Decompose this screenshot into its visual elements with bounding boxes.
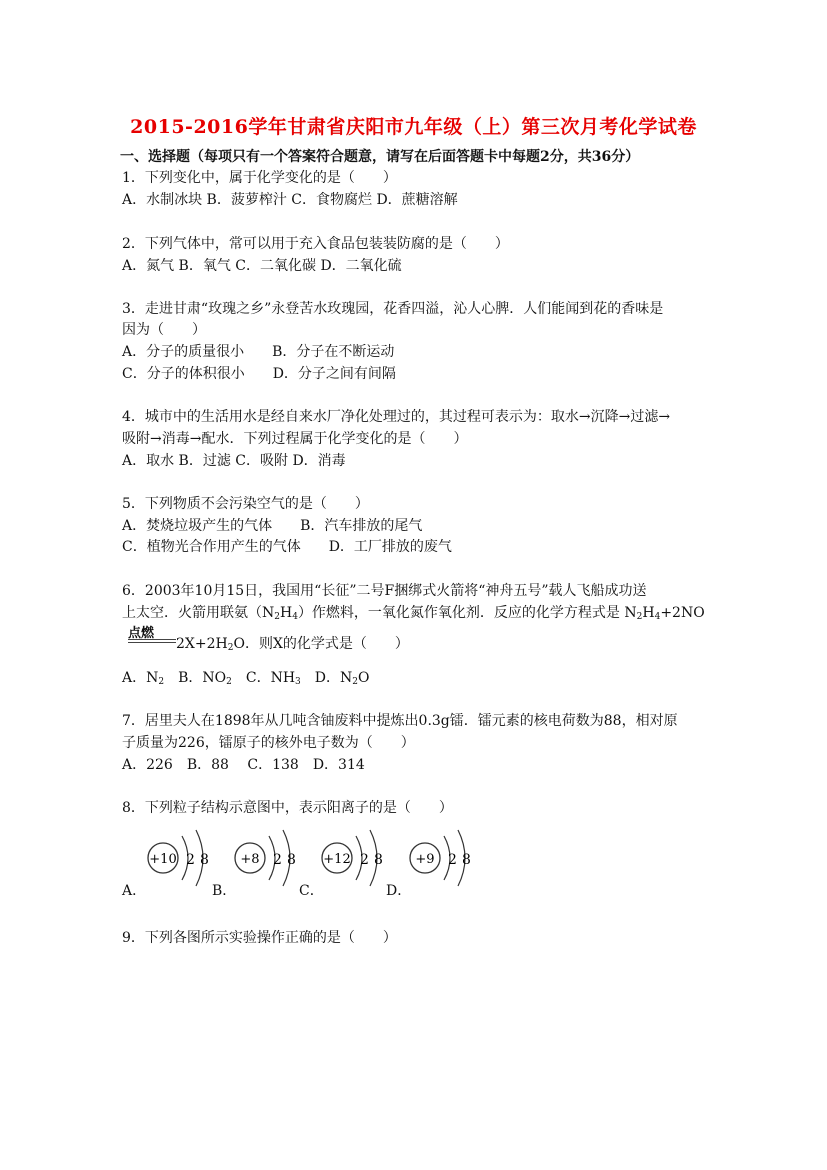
reaction-condition-label: 点燃 bbox=[128, 626, 155, 641]
page-title: 2015-2016学年甘肃省庆阳市九年级（上）第三次月考化学试卷 bbox=[130, 116, 697, 138]
shell-electrons: 2 bbox=[448, 852, 457, 868]
question-4-stem-line2: 吸附→消毒→配水．下列过程属于化学变化的是（ ） bbox=[122, 431, 468, 447]
q6-text: 上太空．火箭用联氨（N bbox=[122, 605, 275, 621]
shell-electrons: 2 bbox=[360, 852, 369, 868]
shell-electrons: 8 bbox=[287, 852, 296, 868]
nucleus-charge-b: +8 bbox=[240, 852, 260, 867]
reaction-condition bbox=[128, 622, 176, 648]
question-6-stem-line1: 6．2003年10月15日，我国用“长征”二号F捆绑式火箭将“神舟五号”载人飞船成功送 bbox=[122, 583, 647, 599]
q6-sub: 4 bbox=[654, 612, 661, 622]
option-letter-c: C． bbox=[299, 883, 324, 899]
question-1-stem: 1．下列变化中，属于化学变化的是（ ） bbox=[122, 170, 397, 186]
nucleus-charge-a: +10 bbox=[149, 852, 177, 867]
shell-electrons: 2 bbox=[186, 852, 195, 868]
q6-text: H bbox=[642, 605, 655, 621]
q6-sub: 2 bbox=[226, 677, 232, 687]
option-letter-b: B． bbox=[212, 883, 237, 899]
shell-electrons: 8 bbox=[374, 852, 383, 868]
q6-opt: C．NH bbox=[231, 670, 296, 686]
question-8-stem: 8．下列粒子结构示意图中，表示阳离子的是（ ） bbox=[122, 800, 453, 816]
question-4-stem-line1: 4．城市中的生活用水是经自来水厂净化处理过的，其过程可表示为：取水→沉降→过滤→ bbox=[122, 409, 671, 425]
nucleus-charge-d: +9 bbox=[415, 852, 435, 867]
question-3-stem-line1: 3．走进甘肃“玫瑰之乡”永登苦水玫瑰园，花香四溢，沁人心脾．人们能闻到花的香味是 bbox=[122, 301, 664, 317]
q6-sub: 2 bbox=[158, 677, 165, 687]
option-letter-d: D． bbox=[386, 883, 412, 899]
q6-opt: O bbox=[357, 670, 370, 686]
atom-diagram-b bbox=[233, 822, 309, 894]
question-9-stem: 9．下列各图所示实验操作正确的是（ ） bbox=[122, 930, 397, 946]
reaction-equals-sign bbox=[128, 639, 176, 644]
q6-opt: D．N bbox=[300, 670, 353, 686]
question-4-options: A．取水 B．过滤 C．吸附 D．消毒 bbox=[122, 453, 346, 469]
nucleus-charge-c: +12 bbox=[323, 852, 351, 867]
question-6-stem-line3 bbox=[176, 633, 409, 653]
question-2-options: A．氮气 B．氧气 C．二氧化碳 D．二氧化硫 bbox=[122, 258, 402, 274]
q6-sub: 3 bbox=[295, 677, 301, 687]
q6-opt: A．N bbox=[122, 670, 159, 686]
q6-text: O．则X的化学式是（ ） bbox=[233, 636, 409, 652]
question-6-options bbox=[122, 667, 369, 687]
q6-text: H bbox=[279, 605, 293, 621]
question-7-options: A．226 B．88 C．138 D．314 bbox=[122, 757, 365, 773]
q6-text: +2NO bbox=[660, 605, 705, 621]
question-5-stem: 5．下列物质不会污染空气的是（ ） bbox=[122, 496, 369, 512]
question-6-stem-line2 bbox=[122, 602, 705, 622]
shell-electrons: 8 bbox=[462, 852, 471, 868]
atom-diagram-a bbox=[146, 822, 222, 894]
shell-electrons: 8 bbox=[200, 852, 209, 868]
q6-opt: B．NO bbox=[164, 670, 227, 686]
question-3-stem-line2: 因为（ ） bbox=[122, 322, 206, 338]
q6-sub: 4 bbox=[292, 612, 298, 622]
q6-sub: 2 bbox=[227, 643, 234, 653]
atom-diagram-d bbox=[408, 822, 484, 894]
question-3-options-line1: A．分子的质量很小 B．分子在不断运动 bbox=[122, 344, 395, 360]
question-5-options-line1: A．焚烧垃圾产生的气体 B．汽车排放的尾气 bbox=[122, 518, 423, 534]
question-3-options-line2: C．分子的体积很小 D．分子之间有间隔 bbox=[122, 366, 396, 382]
question-2-stem: 2．下列气体中，常可以用于充入食品包装装防腐的是（ ） bbox=[122, 236, 509, 252]
option-letter-a: A． bbox=[122, 883, 147, 899]
shell-electrons: 2 bbox=[273, 852, 282, 868]
question-1-options: A．水制冰块 B．菠萝榨汁 C．食物腐烂 D．蔗糖溶解 bbox=[122, 192, 458, 208]
q6-sub: 2 bbox=[274, 612, 280, 622]
q6-sub: 2 bbox=[352, 677, 358, 687]
question-5-options-line2: C．植物光合作用产生的气体 D．工厂排放的废气 bbox=[122, 539, 452, 555]
q6-sub: 2 bbox=[636, 612, 643, 622]
question-7-stem-line1: 7．居里夫人在1898年从几吨含铀废料中提炼出0.3g镭．镭元素的核电荷数为88，相对原 bbox=[122, 713, 678, 729]
q6-text: 2X+2H bbox=[176, 636, 228, 652]
question-7-stem-line2: 子质量为226，镭原子的核外电子数为（ ） bbox=[122, 735, 415, 751]
q6-text: ）作燃料，一氧化氮作氧化剂．反应的化学方程式是 N bbox=[297, 605, 637, 621]
atom-diagram-c bbox=[320, 822, 396, 894]
section-heading: 一、选择题（每项只有一个答案符合题意，请写在后面答题卡中每题2分，共36分） bbox=[120, 149, 640, 165]
